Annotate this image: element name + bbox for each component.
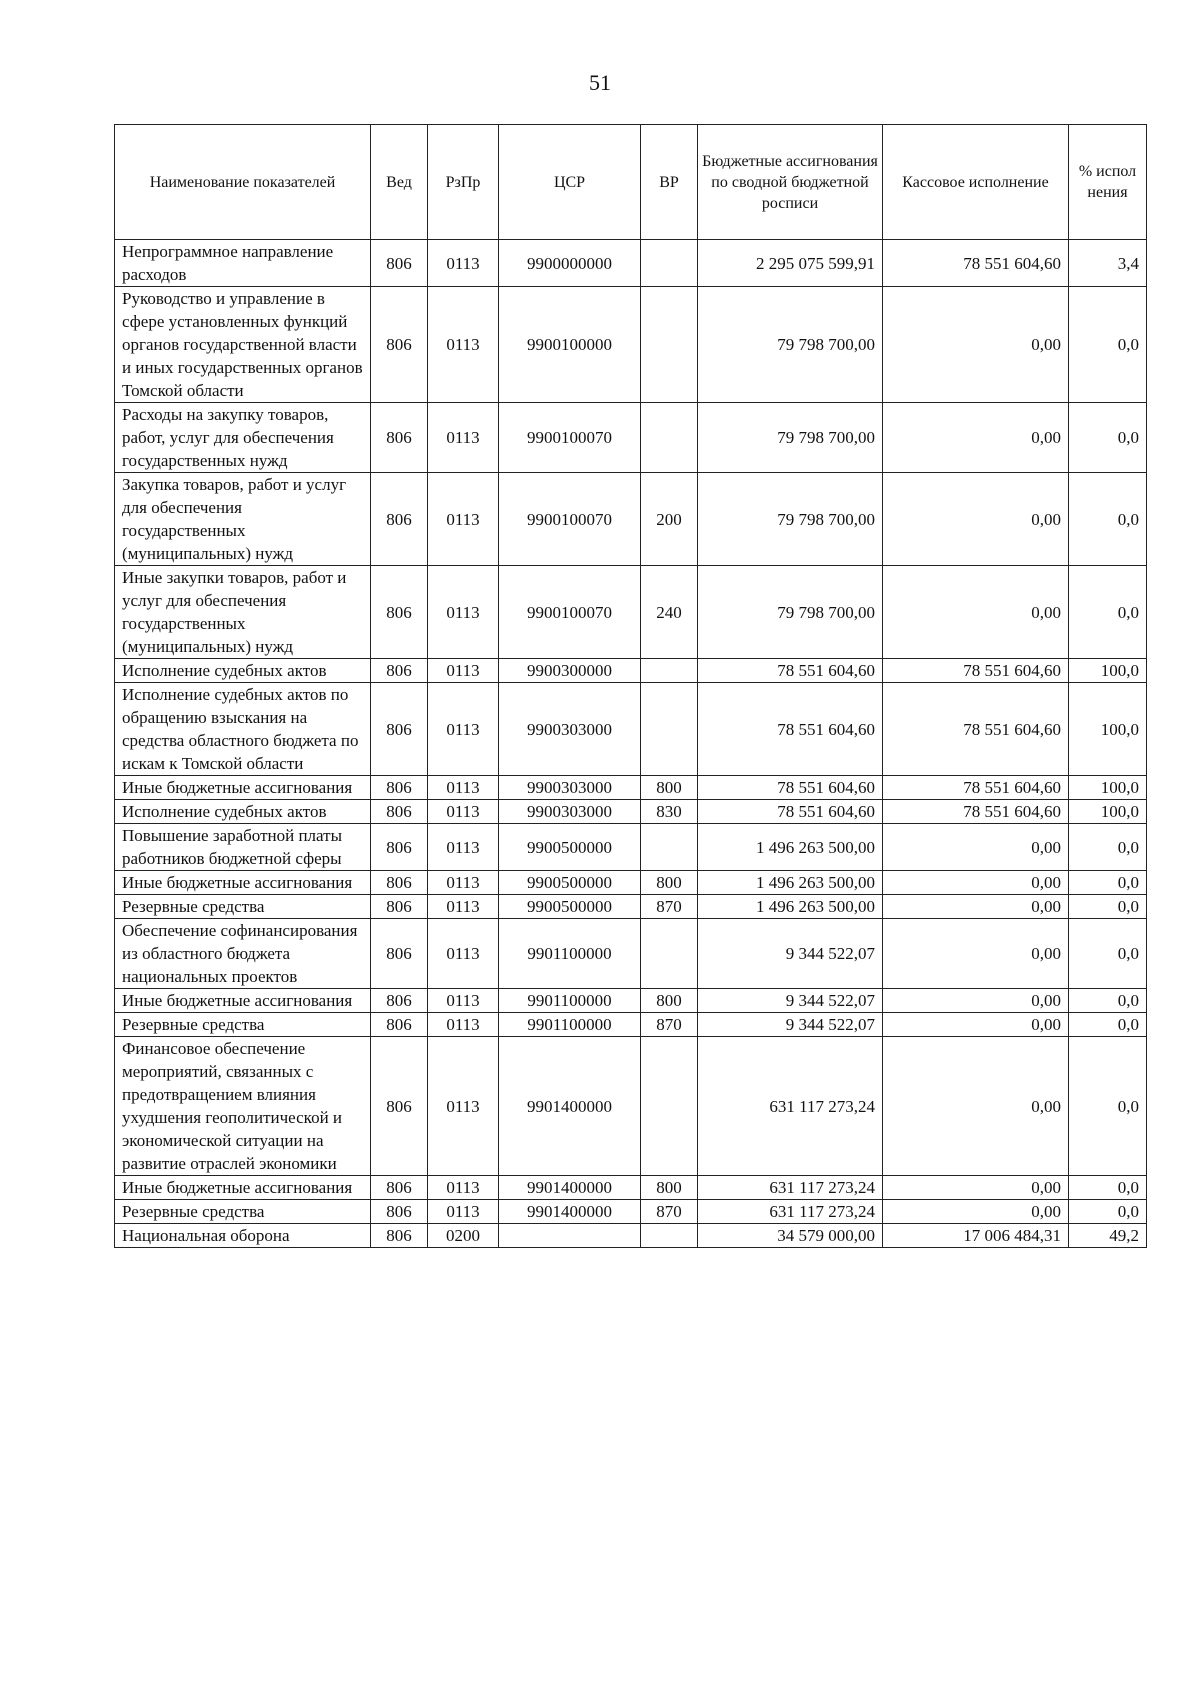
cell-csr: 9900500000 [499, 871, 641, 895]
cell-percent: 0,0 [1069, 919, 1147, 989]
table-row [115, 919, 1147, 989]
cell-name: Иные закупки товаров, работ и услуг для обеспечения государственных (муниципальных) нужд [115, 566, 371, 659]
cell-execution: 0,00 [883, 919, 1069, 989]
cell-csr: 9900500000 [499, 824, 641, 871]
cell-rzpr: 0113 [428, 824, 499, 871]
cell-rzpr: 0113 [428, 659, 499, 683]
header-percent: % испол нения [1069, 125, 1147, 240]
cell-execution: 0,00 [883, 566, 1069, 659]
cell-csr: 9900303000 [499, 800, 641, 824]
cell-percent: 100,0 [1069, 659, 1147, 683]
cell-ved: 806 [371, 1013, 428, 1037]
cell-rzpr: 0113 [428, 1176, 499, 1200]
cell-percent: 100,0 [1069, 800, 1147, 824]
cell-rzpr: 0113 [428, 1013, 499, 1037]
cell-csr: 9901100000 [499, 919, 641, 989]
cell-ved: 806 [371, 871, 428, 895]
cell-ved: 806 [371, 824, 428, 871]
cell-name: Расходы на закупку товаров, работ, услуг для обеспечения государственных нужд [115, 403, 371, 473]
cell-csr: 9900303000 [499, 683, 641, 776]
cell-ved: 806 [371, 1037, 428, 1176]
cell-name: Иные бюджетные ассигнования [115, 1176, 371, 1200]
cell-name: Обеспечение софинансирования из областного бюджета национальных проектов [115, 919, 371, 989]
page-number: 51 [589, 70, 611, 95]
cell-execution: 0,00 [883, 1013, 1069, 1037]
cell-percent: 0,0 [1069, 566, 1147, 659]
cell-csr: 9900000000 [499, 240, 641, 287]
cell-name: Руководство и управление в сфере установленных функций органов государственной власти и иных государственных органов Томской области [115, 287, 371, 403]
cell-assignments: 631 117 273,24 [698, 1200, 883, 1224]
cell-assignments: 79 798 700,00 [698, 287, 883, 403]
cell-csr: 9900303000 [499, 776, 641, 800]
cell-vr [641, 287, 698, 403]
cell-rzpr: 0113 [428, 566, 499, 659]
cell-vr [641, 1224, 698, 1248]
cell-assignments: 631 117 273,24 [698, 1037, 883, 1176]
cell-ved: 806 [371, 287, 428, 403]
cell-rzpr: 0113 [428, 989, 499, 1013]
header-rzpr: РзПр [428, 125, 499, 240]
cell-name: Национальная оборона [115, 1224, 371, 1248]
cell-assignments: 79 798 700,00 [698, 566, 883, 659]
cell-ved: 806 [371, 1176, 428, 1200]
cell-ved: 806 [371, 895, 428, 919]
cell-csr: 9901100000 [499, 1013, 641, 1037]
cell-rzpr: 0113 [428, 1200, 499, 1224]
cell-rzpr: 0113 [428, 683, 499, 776]
cell-assignments: 1 496 263 500,00 [698, 824, 883, 871]
cell-name: Повышение заработной платы работников бюджетной сферы [115, 824, 371, 871]
budget-table [114, 124, 1147, 1248]
cell-csr: 9900300000 [499, 659, 641, 683]
cell-name: Иные бюджетные ассигнования [115, 871, 371, 895]
table-row [115, 1200, 1147, 1224]
cell-assignments: 1 496 263 500,00 [698, 895, 883, 919]
cell-vr [641, 824, 698, 871]
cell-vr: 800 [641, 1176, 698, 1200]
cell-csr: 9901100000 [499, 989, 641, 1013]
cell-assignments: 631 117 273,24 [698, 1176, 883, 1200]
cell-csr: 9900100070 [499, 403, 641, 473]
cell-percent: 0,0 [1069, 989, 1147, 1013]
cell-name: Резервные средства [115, 1200, 371, 1224]
cell-ved: 806 [371, 800, 428, 824]
cell-ved: 806 [371, 989, 428, 1013]
cell-execution: 0,00 [883, 989, 1069, 1013]
cell-ved: 806 [371, 919, 428, 989]
cell-ved: 806 [371, 776, 428, 800]
cell-vr [641, 240, 698, 287]
table-row [115, 1013, 1147, 1037]
table-row [115, 824, 1147, 871]
cell-percent: 0,0 [1069, 895, 1147, 919]
cell-name: Закупка товаров, работ и услуг для обеспечения государственных (муниципальных) нужд [115, 473, 371, 566]
cell-name: Исполнение судебных актов [115, 659, 371, 683]
table-row [115, 566, 1147, 659]
cell-ved: 806 [371, 1200, 428, 1224]
cell-csr: 9901400000 [499, 1176, 641, 1200]
cell-name: Исполнение судебных актов [115, 800, 371, 824]
cell-execution: 78 551 604,60 [883, 683, 1069, 776]
cell-vr [641, 1037, 698, 1176]
cell-vr: 870 [641, 895, 698, 919]
cell-name: Резервные средства [115, 895, 371, 919]
cell-ved: 806 [371, 683, 428, 776]
cell-rzpr: 0113 [428, 919, 499, 989]
cell-ved: 806 [371, 473, 428, 566]
cell-assignments: 78 551 604,60 [698, 659, 883, 683]
cell-csr: 9900500000 [499, 895, 641, 919]
table-row [115, 287, 1147, 403]
cell-percent: 100,0 [1069, 683, 1147, 776]
cell-rzpr: 0113 [428, 240, 499, 287]
cell-csr: 9900100000 [499, 287, 641, 403]
cell-assignments: 1 496 263 500,00 [698, 871, 883, 895]
cell-rzpr: 0113 [428, 1037, 499, 1176]
cell-percent: 0,0 [1069, 473, 1147, 566]
table-row [115, 989, 1147, 1013]
cell-vr: 800 [641, 989, 698, 1013]
table-row [115, 895, 1147, 919]
cell-execution: 0,00 [883, 473, 1069, 566]
cell-execution: 0,00 [883, 403, 1069, 473]
cell-ved: 806 [371, 240, 428, 287]
cell-assignments: 9 344 522,07 [698, 919, 883, 989]
cell-percent: 100,0 [1069, 776, 1147, 800]
cell-assignments: 2 295 075 599,91 [698, 240, 883, 287]
cell-csr: 9900100070 [499, 473, 641, 566]
cell-percent: 0,0 [1069, 1200, 1147, 1224]
cell-vr: 870 [641, 1013, 698, 1037]
table-row [115, 776, 1147, 800]
cell-assignments: 9 344 522,07 [698, 1013, 883, 1037]
cell-execution: 17 006 484,31 [883, 1224, 1069, 1248]
cell-execution: 0,00 [883, 895, 1069, 919]
cell-assignments: 79 798 700,00 [698, 403, 883, 473]
cell-vr [641, 403, 698, 473]
cell-name: Резервные средства [115, 1013, 371, 1037]
table-row [115, 1037, 1147, 1176]
cell-vr: 800 [641, 776, 698, 800]
cell-rzpr: 0113 [428, 776, 499, 800]
cell-vr [641, 659, 698, 683]
cell-csr [499, 1224, 641, 1248]
cell-ved: 806 [371, 659, 428, 683]
cell-execution: 78 551 604,60 [883, 776, 1069, 800]
cell-rzpr: 0113 [428, 473, 499, 566]
cell-assignments: 79 798 700,00 [698, 473, 883, 566]
cell-vr [641, 683, 698, 776]
table-row [115, 871, 1147, 895]
header-execution: Кассовое исполнение [883, 125, 1069, 240]
header-assignments: Бюджетные ассигнования по сводной бюджетной росписи [698, 125, 883, 240]
cell-execution: 78 551 604,60 [883, 800, 1069, 824]
cell-rzpr: 0113 [428, 895, 499, 919]
cell-percent: 3,4 [1069, 240, 1147, 287]
cell-execution: 0,00 [883, 287, 1069, 403]
cell-execution: 0,00 [883, 871, 1069, 895]
cell-percent: 0,0 [1069, 403, 1147, 473]
table-body [115, 240, 1147, 1248]
cell-execution: 78 551 604,60 [883, 240, 1069, 287]
cell-assignments: 78 551 604,60 [698, 776, 883, 800]
cell-csr: 9901400000 [499, 1037, 641, 1176]
cell-execution: 0,00 [883, 1200, 1069, 1224]
table-row [115, 1224, 1147, 1248]
cell-rzpr: 0113 [428, 287, 499, 403]
cell-csr: 9900100070 [499, 566, 641, 659]
header-vr: ВР [641, 125, 698, 240]
cell-csr: 9901400000 [499, 1200, 641, 1224]
table-row [115, 683, 1147, 776]
cell-ved: 806 [371, 566, 428, 659]
cell-ved: 806 [371, 1224, 428, 1248]
cell-vr: 830 [641, 800, 698, 824]
cell-execution: 0,00 [883, 1176, 1069, 1200]
table-row [115, 800, 1147, 824]
table-row [115, 403, 1147, 473]
cell-percent: 49,2 [1069, 1224, 1147, 1248]
cell-ved: 806 [371, 403, 428, 473]
header-csr: ЦСР [499, 125, 641, 240]
cell-vr: 800 [641, 871, 698, 895]
table-header-row [115, 125, 1147, 240]
cell-assignments: 78 551 604,60 [698, 800, 883, 824]
cell-name: Непрограммное направление расходов [115, 240, 371, 287]
table-row [115, 1176, 1147, 1200]
table-row [115, 473, 1147, 566]
cell-vr [641, 919, 698, 989]
cell-percent: 0,0 [1069, 1013, 1147, 1037]
cell-execution: 0,00 [883, 1037, 1069, 1176]
cell-name: Исполнение судебных актов по обращению взыскания на средства областного бюджета по искам к Томской области [115, 683, 371, 776]
cell-percent: 0,0 [1069, 824, 1147, 871]
cell-percent: 0,0 [1069, 871, 1147, 895]
table-row [115, 659, 1147, 683]
cell-name: Иные бюджетные ассигнования [115, 989, 371, 1013]
cell-percent: 0,0 [1069, 1037, 1147, 1176]
cell-rzpr: 0113 [428, 403, 499, 473]
cell-assignments: 78 551 604,60 [698, 683, 883, 776]
cell-execution: 0,00 [883, 824, 1069, 871]
cell-assignments: 34 579 000,00 [698, 1224, 883, 1248]
cell-name: Иные бюджетные ассигнования [115, 776, 371, 800]
header-ved: Вед [371, 125, 428, 240]
header-name: Наименование показателей [115, 125, 371, 240]
cell-vr: 240 [641, 566, 698, 659]
cell-rzpr: 0200 [428, 1224, 499, 1248]
cell-rzpr: 0113 [428, 871, 499, 895]
cell-percent: 0,0 [1069, 1176, 1147, 1200]
cell-name: Финансовое обеспечение мероприятий, связанных с предотвращением влияния ухудшения геополитической и экономической ситуации на развитие отраслей экономики [115, 1037, 371, 1176]
table-row [115, 240, 1147, 287]
cell-rzpr: 0113 [428, 800, 499, 824]
cell-vr: 870 [641, 1200, 698, 1224]
cell-percent: 0,0 [1069, 287, 1147, 403]
cell-vr: 200 [641, 473, 698, 566]
cell-execution: 78 551 604,60 [883, 659, 1069, 683]
cell-assignments: 9 344 522,07 [698, 989, 883, 1013]
